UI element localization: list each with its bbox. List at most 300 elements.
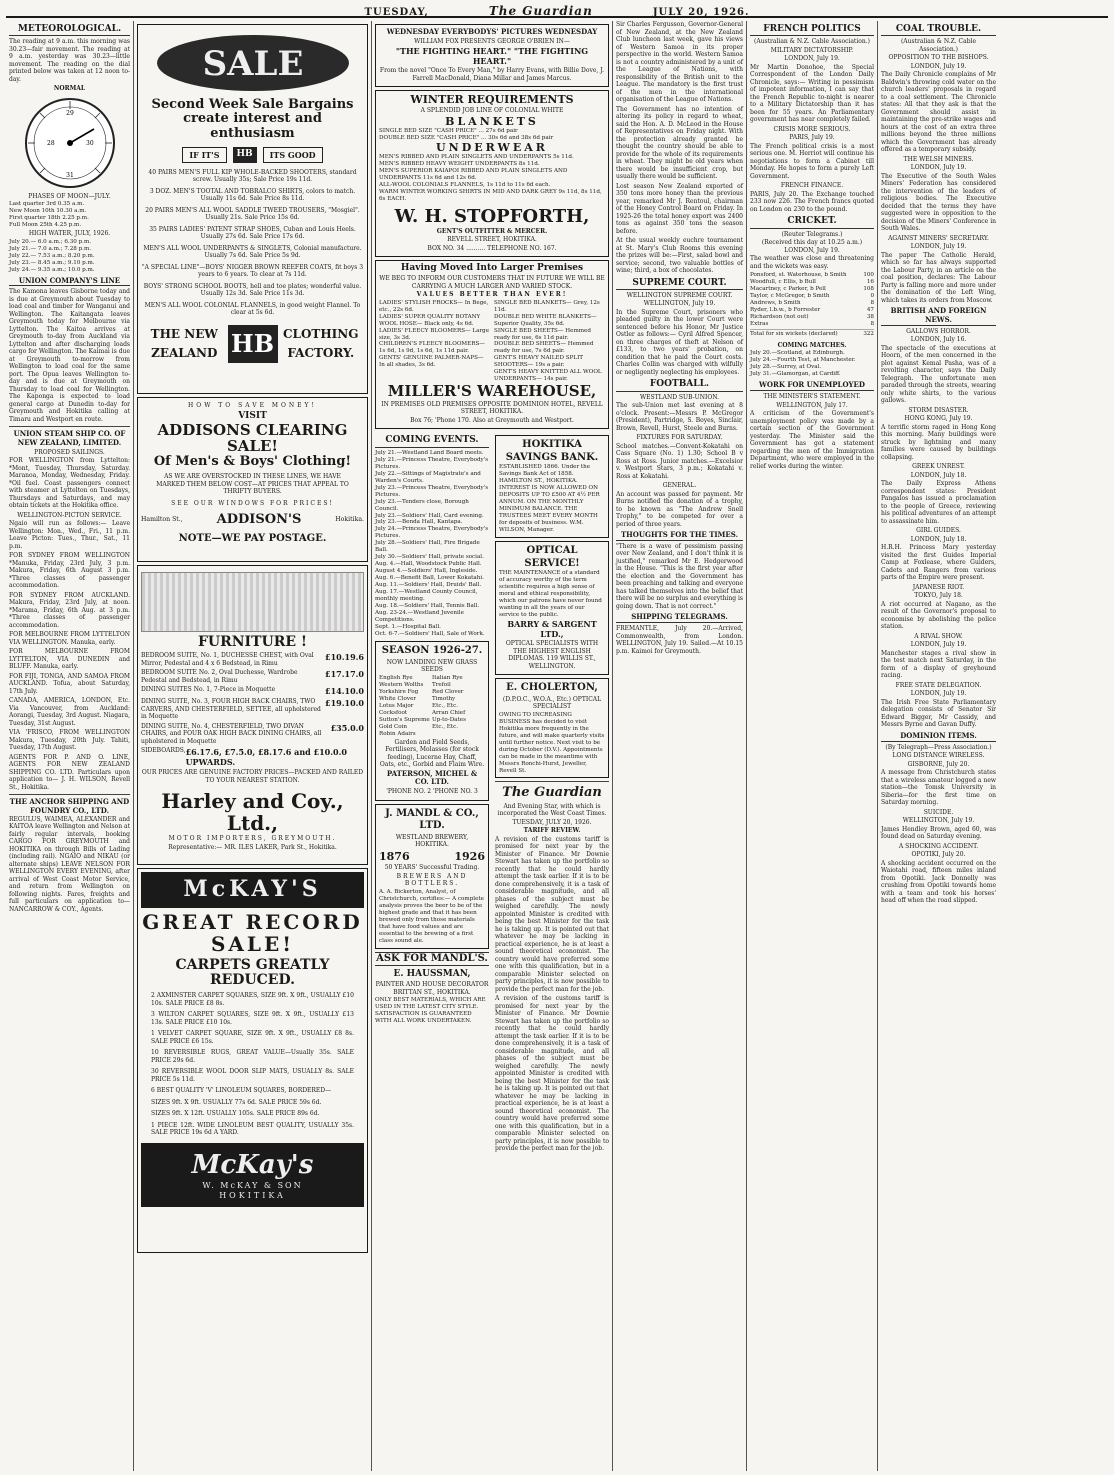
uss-heading: UNION STEAM SHIP CO. OF NEW ZEALAND, LIMITED. <box>13 429 126 448</box>
finance-title: FRENCH FINANCE. <box>780 182 844 190</box>
hb-clothing-banner <box>141 325 364 363</box>
euchre-text: At the usual weekly euchre tournament at St. Mary's Club Rooms this evening the prizes will be:—First, salad bowl and service; second, two valuable bottles of wine; third, a box of chocolates. <box>616 237 743 274</box>
moon-list <box>9 201 130 229</box>
ifits-label: IF IT'S <box>182 147 226 163</box>
season-sub: NOW LANDING NEW GRASS SEEDS <box>386 658 478 674</box>
mandl-to: 1926 <box>454 849 485 863</box>
supreme-place: WELLINGTON, July 19. <box>643 300 716 308</box>
score-batsman: Ryder, l.b.w., b Forrester <box>750 306 821 313</box>
cricket-heading: CRICKET. <box>750 216 874 228</box>
melbourne-text: FOR MELBOURNE FROM LYTTELTON VIA WELLINGTON. Manuka, early. <box>9 631 130 646</box>
addisons-address <box>141 512 364 528</box>
supreme-text: In the Supreme Court, prisoners who pleaded guilty in the lower Court were sentenced before his Honor, Mr Justice Ostler as follows:— Cyril Alfred Spencer, on three charges of theft at Nelson of £133, to two years' probation, on condition that he paid the Court costs. Charles Collin was charged with wilfully or negligently neglecting his employees. <box>616 308 743 376</box>
seeds-grid <box>379 675 485 738</box>
svg-text:28: 28 <box>46 140 55 148</box>
rival-text: Manchester stages a rival show in the test match next Saturday, in the form of a display of greyhound racing. <box>881 649 996 680</box>
stopforth-sub: GENT'S OUTFITTER & MERCER. <box>436 227 548 235</box>
furniture-price: £10.19.6 <box>325 652 364 663</box>
carpet-item: 10 REVERSIBLE RUGS, GREAT VALUE—Usually 35s. SALE PRICE 29s 6d. <box>151 1049 354 1064</box>
finance-text: PARIS, July 20. The Exchange touched 233 now 226. The French francs quoted on London on 230 to the pound. <box>750 190 874 213</box>
moon-phase: Full Moon 25th 4.25 p.m. <box>9 222 82 229</box>
furniture-desc: BEDROOM SUITE No. 2, Oval Duchesse, Wardrobe Pedestal and Bedstead, in Rimu <box>141 669 298 684</box>
furniture-row <box>141 669 364 684</box>
svg-text:30: 30 <box>85 140 94 148</box>
met-heading: METEOROLOGICAL. <box>9 24 130 36</box>
score-row <box>750 272 874 279</box>
column-news <box>613 21 747 1471</box>
mandl-from: 1876 <box>379 849 410 863</box>
sale-item: MEN'S ALL WOOL UNDERPANTS & SINGLETS, Colonial manufacture. Usually 7s 6d. Sale Price 5s 9d. <box>143 244 362 260</box>
millers-text: WE BEG TO INFORM OUR CUSTOMERS THAT IN FUTURE WE WILL BE CARRYING A MUCH LARGER AND VARIED STOCK. <box>379 275 605 290</box>
hb-mini-icon: HB <box>233 147 257 162</box>
storm-place: HONG KONG, July 19. <box>904 415 973 423</box>
french-heading: FRENCH POLITICS <box>750 24 874 36</box>
col3-left <box>375 432 489 1154</box>
picton-heading: WELLINGTON-PICTON SERVICE. <box>17 511 122 519</box>
underwear-item: MEN'S SUPERIOR KAIAPOI RIBBED AND PLAIN SINGLETS AND UNDERPANTS 11s 6d and 12s 6d. <box>379 167 568 181</box>
millers-item: DOUBLE BED WHITE BLANKETS— Superior Quality, 35s 6d. <box>494 313 597 327</box>
dominion-note: (By Telegraph—Press Association.) <box>885 743 992 751</box>
girl-guides-text: H.R.H. Princess Mary yesterday visited the first Guides Imperial Camp at Foxlease, where Guiders, Cadets and Rangers from various parts of the Empire were present. <box>881 544 996 582</box>
score-row <box>750 293 874 300</box>
wireless-place: GISBORNE, July 20. <box>907 760 970 768</box>
shipping-heading: SHIPPING TELEGRAMS. <box>616 613 743 623</box>
winter-title: WINTER REQUIREMENTS <box>410 93 574 107</box>
welsh-title: THE WELSH MINERS. <box>903 155 974 163</box>
sydney-wellington-text: FOR SYDNEY FROM WELLINGTON *Manuka, Friday, 23rd July, 3 p.m. Makura, Friday, 6th August 3 p.m. *Three classes of passenger accommodation. <box>9 552 130 590</box>
suicide-title: SUICIDE. <box>923 808 954 816</box>
stopforth-name: W. H. STOPFORTH, <box>394 205 590 227</box>
sydney-auckland-text: FOR SYDNEY FROM AUCKLAND. Makura, Friday, 23rd July, at noon. *Marama, Friday, 6th Aug. at 3 p.m. *Three classes of passenger accommodation. <box>9 591 130 629</box>
score-batsman: Taylor, c McGregor, b Smith <box>750 292 830 299</box>
guardian-sub: And Evening Star, with which is incorporated the West Coast Times. <box>497 802 607 818</box>
carpet-item: 2 AXMINSTER CARPET SQUARES, SIZE 9ft. X 9ft., USUALLY £10 10s. SALE PRICE £8 8s. <box>151 992 354 1007</box>
blankets-title: BLANKETS <box>445 114 539 128</box>
millers-item: GENTS' GENUINE PALMER-NAPS— In all shades, 3s 6d. <box>379 355 484 369</box>
pictures-ad <box>375 24 609 87</box>
dial-label: NORMAL <box>53 85 86 93</box>
event-item: July 23.—Tenders close, Borough Council. <box>375 498 469 512</box>
column-meteorological <box>6 21 134 1471</box>
potato-item: Robin Adairs <box>379 730 416 737</box>
tariff-text-cont: A revision of the customs tariff is promised for next year by the Minister of Finance. Mr Downie Stewart has taken up the portfolio so recently that he could hardly attempt the task earlier. If it is to be done comprehensively, it is a task of considerable magnitude, and all phases of the subject must be weighed carefully. The newly appointed Minister is credited with being the best Minister for the task he is taking up. It is pointed out that whatever he may be lacking in practical experience, he is at least a sound theoretical economist. The country would have preferred some one with this qualification, but in a comparable Minister selected on party principles, it is now possible to provide the perfect man for the job. <box>495 995 609 1153</box>
event-item: Aug. 11.—Soldiers' Hall, Druids' Ball. <box>375 582 482 589</box>
unemployed-place: WELLINGTON, July 17. <box>776 401 848 409</box>
ask-mandls: ASK FOR MANDL'S. <box>375 952 489 967</box>
blankets-intro: A SPLENDID JOB LINE OF COLONIAL WHITE <box>420 107 564 115</box>
event-item: Sept. 1.—Hospital Ball. <box>375 624 441 631</box>
military-place: LONDON, July 19. <box>784 55 840 63</box>
furniture-price: £19.10.0 <box>325 698 364 709</box>
potato-item: Arran Chief <box>432 709 466 716</box>
cholerton-name: E. CHOLERTON, <box>506 682 598 694</box>
girl-guides-title: GIRL GUIDES. <box>916 527 961 535</box>
thoughts-heading: THOUGHTS FOR THE TIMES. <box>616 531 743 541</box>
mckays-sale: GREAT RECORD SALE! <box>142 909 363 956</box>
met-text: The reading at 9 a.m. this morning was 30.23—fair movement. The reading at 9 a.m. yesterday was 30.23—little movement. The reading on the dial printed below was taken at 12 noon to-day. <box>9 38 130 83</box>
carpets-title: CARPETS GREATLY REDUCED. <box>175 956 330 988</box>
union-text: The Kamona leaves Gisborne today and is due at Greymouth about Tuesday to load coal and timber for Wanganui and Wellington. The Kaitangata leaves Greymouth today for Melbourne via Lyttelton. The Kaitoa arrives at Greymouth to-day from Auckland via Lyttelton and after discharging loads cargo for Wellington. The Kaimai is due at Greymouth to-morrow from Wellington to load coal for the same port. The Opua leaves Wellington to-day and is due at Greymouth on Thursday to load coal for Wellington. The Kaponga is expected to load general cargo at Dunedin to-day for Greymouth and Hokitika calling at Timaru and Westport en route. <box>9 288 130 423</box>
scorecard <box>750 272 874 338</box>
gallows-title: GALLOWS HORROR. <box>906 327 971 335</box>
score-total <box>750 331 874 338</box>
millers-box: Box 76; 'Phone 170. Also at Greymouth and Westport. <box>410 416 574 424</box>
sideboards-row <box>141 747 364 767</box>
furniture-desc: BEDROOM SUITE, No. 1, DUCHESSE CHEST, with Oval Mirror, Pedestal and 4 x 6 Bedstead, in Rimu <box>141 652 314 667</box>
seed-item: Red Clover <box>432 688 464 695</box>
cricket-text: The weather was close and threatening and the wickets was easy. <box>750 255 874 270</box>
addisons-name: ADDISON'S <box>216 512 302 528</box>
event-item: Oct. 6-7.—Soldiers' Hall, Sale of Work. <box>375 631 485 638</box>
millers-item: LADIES' STYLISH FROCKS— In Bege, etc., 22s 6d. <box>379 299 489 313</box>
suicide-text: James Hendley Brown, aged 60, was found dead on Saturday evening. <box>881 825 996 840</box>
pictures-text: From the novel "Once To Every Man," by Harry Evans, with Billie Dove, J. Farrell MacDonald, Diana Millar and James Marcus. <box>379 67 605 82</box>
canada-text: CANADA, AMERICA, LONDON, Etc. Via Vancouver, from Auckland: Aorangi, Tuesday, 3rd August. Niagara, Tuesday, 31st August. <box>9 697 130 727</box>
seed-item: English Rye <box>379 674 413 681</box>
score-runs: 16 <box>866 278 874 285</box>
ifits-banner <box>141 147 364 163</box>
harley-sub: MOTOR IMPORTERS, GREYMOUTH. <box>168 835 337 843</box>
column-coal-foreign <box>878 21 999 1471</box>
water-row: July 22.— 7.53 a.m.; 8.20 p.m. <box>9 252 95 259</box>
addisons-title: ADDISONS CLEARING SALE! <box>157 420 348 456</box>
optical-text: THE MAINTENANCE of a standard of accuracy worthy of the term scientific requires a high sense of moral and ethical responsibility, which our patrons have never found wanting in all the years of our service to the public. <box>499 570 602 619</box>
bishops-text: The Daily Chronicle complains of Mr Baldwin's throwing cold water on the church leaders' proposals in regard to a coal settlement. The Chronicle states: All that they ask is that the Government should assist in maintaining the pre-strike wages and hours at the cost of an extra three millions beyond the three millions which the Government has already offered as a temporary subsidy. <box>881 71 996 154</box>
coal-heading: COAL TROUBLE. <box>881 24 996 36</box>
event-item: Aug. 4.—Hall, Woodstock Public Hall. <box>375 561 482 568</box>
mandl-years-row <box>379 850 485 864</box>
masthead-day: TUESDAY, <box>364 7 429 18</box>
potato-item: Etc., Etc. <box>432 723 459 730</box>
match-item: July 24.—Fourth Test, at Manchester. <box>750 357 856 364</box>
mckays-footer-banner <box>141 1143 364 1208</box>
sale-items <box>141 169 364 317</box>
french-cable-note: (Australian & N.Z. Cable Association.) <box>754 38 870 46</box>
sideboards-prices: £6.17.6, £7.5.0, £8.17.6 and £10.0.0 UPWARDS. <box>185 747 347 768</box>
crisis-text: The French political crisis is a most serious one. M. Herriot will continue his negotiations to form a Cabinet till Monday. He hopes to form a purely Left Government. <box>750 142 874 180</box>
football-text: The sub-Union met last evening at 8 o'clock. Present:—Messrs P. McGregor (President), Partridge, S. Boyes, Sinclair, Brown, Revell, Hurst, Steele and Burns. <box>616 402 743 432</box>
seed-item: Italian Rye <box>432 674 463 681</box>
paterson-text: Garden and Field Seeds, Fertilisers, Molasses (for stock feeding), Lucerne Hay, Chaff, Oats, etc., Gorbid and Flaim Wire. <box>379 738 485 769</box>
addisons-top: HOW TO SAVE MONEY! <box>188 402 317 409</box>
event-item: July 24.—Princess Theatre, Everybody's Pictures. <box>375 526 489 540</box>
guardian-date: TUESDAY, JULY 20, 1926. <box>512 818 592 826</box>
welsh-text: The Executive of the South Wales Miners' Federation has considered the intervention of the leaders of religious bodies. The Executive decided that the terms they have suggested were in opposition to the decision of the Miners' Conference in South Wales. <box>881 172 996 233</box>
sale-item: 20 PAIRS MEN'S ALL WOOL SADDLE TWEED TROUSERS, "Mosgiel". Usually 21s. Sale Price 15s 6d. <box>145 206 360 222</box>
seed-item: Etc., Etc. <box>432 702 459 709</box>
score-row <box>750 300 874 307</box>
mandl-analyst: A. A. Bickerton, Analyst, of Christchurch, certifies:— A complete analysis proves the beer to be of the highest grade and that it has been brewed only from those materials that have food values and are essential to the brewing of a first class sound ale. <box>379 888 484 944</box>
millers-item: GENT'S HEAVY KNITTED ALL WOOL UNDERPANTS— 14s pair. <box>494 369 602 383</box>
moon-heading: PHASES OF MOON—JULY. <box>28 192 111 200</box>
union-heading: UNION COMPANY'S LINE <box>9 277 130 287</box>
event-item: July 28.—Soldiers' Hall, Fire Brigade Ball. <box>375 540 480 554</box>
blanket-item: SINGLE BED SIZE "CASH PRICE" ... 27s 6d pair <box>379 127 518 134</box>
barry-sub: OPTICAL SPECIALISTS WITH THE HIGHEST ENGLISH DIPLOMAS. 119 WILLIS ST., WELLINGTON. <box>505 640 599 670</box>
water-row: July 23.— 8.45 a.m.; 9.10 p.m. <box>9 259 95 266</box>
score-runs: 47 <box>866 306 874 313</box>
sale-item: "A SPECIAL LINE"—BOYS' NIGGER BROWN REEFER COATS, fit boys 3 years to 6 years. To clear at 7s 11d. <box>141 263 364 279</box>
sideboards-label: SIDEBOARDS, <box>141 747 186 755</box>
event-item: July 21.—Princess Theatre, Everybody's Pictures. <box>375 456 489 470</box>
mandl-ad <box>375 804 489 949</box>
sale-item: 40 PAIRS MEN'S FULL KIP WHOLE-BACKED SHOOTERS, standard screw. Usually 35s; Sale Price 19s 11d. <box>148 168 357 184</box>
match-item: July 20.—Scotland, at Edinburgh. <box>750 350 845 357</box>
sale-item: 3 DOZ. MEN'S TOOTAL AND TOBRALCO SHIRTS, colors to match. Usually 11s 6d. Sale Price 8s 11d. <box>149 187 356 203</box>
carpet-item: 6 BEST QUALITY 'V' LINOLEUM SQUARES, BORDERED— <box>151 1087 332 1095</box>
british-foreign-heading: BRITISH AND FOREIGN NEWS. <box>881 307 996 326</box>
anchor-text: REGULUS, WAIMEA, ALEXANDER and KAITOA leave Wellington and Nelson at fairly regular intervals, booking CARGO FOR GREYMOUTH and HOKITIKA on through Bills of Lading (including rail). NGAIO and NIKAU (or alternate ships) LEAVE NELSON FOR WELLINGTON EVERY EVENING, after arrival of West Coast Motor Service, and return from Wellington on following nights. Fares, freights and full particulars on application to— NANCARROW & COY., Agents. <box>9 815 130 913</box>
score-batsman: Andrews, b Smith <box>750 299 801 306</box>
score-row <box>750 314 874 321</box>
sale-ad <box>137 24 368 394</box>
free-state-place: LONDON, July 19. <box>910 690 967 698</box>
paterson-name: PATERSON, MICHEL & CO. LTD. <box>386 768 478 787</box>
pictures-title: "THE FIGHTING HEART." "THE FIGHTING HEART." <box>395 46 589 67</box>
optical-ad <box>495 541 609 675</box>
moon-phase: Last quarter 3rd 0.35 a.m. <box>9 201 85 208</box>
japan-text: A riot occurred at Nagano, as the result of the Governor's proposal to economise by abolishing the police station. <box>881 600 996 631</box>
score-runs: 8 <box>870 320 874 327</box>
masthead-date: JULY 20, 1926. <box>652 7 750 18</box>
score-runs: 0 <box>870 292 874 299</box>
millers-item: SINGLE BED BLANKETS— Grey, 12s 11d. <box>494 299 600 313</box>
haussman-text: ONLY BEST MATERIALS, WHICH ARE USED IN THE LATEST CITY STYLE. SATISFACTION IS GUARANTEED WITH ALL WORK UNDERTAKEN. <box>375 997 486 1025</box>
unemployed-sub: THE MINISTER'S STATEMENT. <box>763 393 861 401</box>
millers-grid <box>379 300 605 384</box>
free-state-text: The Irish Free State Parliamentary delegation consists of Senator Sir Edward Bigger, Mr Cassidy, and Messrs Byrne and Gavan Duffy. <box>881 698 996 729</box>
barometer-dial-icon <box>20 85 120 195</box>
seed-item: Trefoil <box>432 681 451 688</box>
seed-item: Western Wolths <box>379 681 424 688</box>
mandl-name: J. MANDL & CO., LTD. <box>385 807 479 832</box>
score-row <box>750 286 874 293</box>
greek-title: GREEK UNREST. <box>912 463 965 471</box>
stopforth-addr: REVELL STREET, HOKITIKA. <box>447 236 537 244</box>
seed-item: White Clover <box>379 695 417 702</box>
football-heading: FOOTBALL. <box>616 379 743 391</box>
furniture-title: FURNITURE ! <box>197 634 308 650</box>
svg-text:31: 31 <box>65 172 74 180</box>
general-title: GENERAL. <box>662 482 697 489</box>
event-item: July 23.—Princess Theatre, Everybody's Pictures. <box>375 484 489 498</box>
guardian-title: The Guardian <box>502 785 602 801</box>
score-batsman: Extras <box>750 320 769 327</box>
addisons-note: NOTE—WE PAY POSTAGE. <box>178 533 327 545</box>
carpet-item: SIZES 9ft. X 9ft. USUALLY 77s 6d. SALE PRICE 59s 6d. <box>151 1098 322 1106</box>
potato-item: Sutton's Supreme <box>379 716 430 723</box>
water-row: July 21.— 7.0 a.m.; 7.28 p.m. <box>9 245 92 252</box>
sale-title: Second Week Sale Bargains create interest and enthusiasm <box>151 97 354 141</box>
fixtures-title: FIXTURES FOR SATURDAY. <box>636 434 723 441</box>
score-row <box>750 307 874 314</box>
carpet-item: 1 VELVET CARPET SQUARE, SIZE 9ft. X 9ft., USUALLY £8 8s. SALE PRICE £6 15s. <box>151 1030 354 1045</box>
general-text: An account was passed for payment. Mr Burns notified the donation of a trophy, to be known as "The Andrew Snell Trophy," to be competed for over a period of three years. <box>616 490 743 528</box>
underwear-item: WARM WINTER WORKING SHIRTS IN MID AND DARK GREY 9s 11d, 8s 11d, 6s EACH. <box>379 188 602 202</box>
underwear-item: MEN'S RIBBED AND PLAIN SINGLETS AND UNDERPANTS 5s 11d. <box>379 154 574 160</box>
addisons-windows: SEE OUR WINDOWS FOR PRICES! <box>171 499 334 507</box>
carpet-item: SIZES 9ft. X 12ft. USUALLY 105s. SALE PRICE 89s 6d. <box>151 1110 320 1118</box>
free-state-title: FREE STATE DELEGATION. <box>895 681 982 689</box>
unemployed-heading: WORK FOR UNEMPLOYED <box>750 381 874 391</box>
carpet-item: 30 REVERSIBLE WOOL DOOR SLIP MATS, USUALLY 8s. SALE PRICE 5s 11d. <box>151 1068 354 1083</box>
column-french-cricket <box>747 21 878 1471</box>
supreme-sub: WELLINGTON SUPREME COURT. <box>626 291 733 299</box>
coming-matches-title: COMING MATCHES. <box>777 341 847 349</box>
rival-place: LONDON, July 19. <box>910 641 967 649</box>
underwear-item: ALL-WOOL COLONIALS FLANNELS, 1s 11d to 11s 6d each. <box>379 181 551 188</box>
cricket-place: (Received this day at 10.25 a.m.) LONDON, July 19. <box>761 239 863 254</box>
wireless-title: LONG DISTANCE WIRELESS. <box>892 752 985 759</box>
supreme-court-heading: SUPREME COURT. <box>616 278 743 290</box>
pictures-head: WEDNESDAY EVERYBODYS' PICTURES WEDNESDAY <box>386 27 598 36</box>
hb-logo-icon: HB <box>228 325 278 363</box>
harley-title: Harley and Coy., Ltd., <box>161 789 344 836</box>
addisons-street: Hamilton St., <box>141 516 183 524</box>
suicide-place: WELLINGTON, July 19. <box>902 817 975 824</box>
sale-banner-icon <box>153 31 353 95</box>
accident-place: OPOTIKI, July 20. <box>911 851 966 858</box>
carpet-item: 3 WILTON CARPET SQUARES, SIZE 9ft. X 9ft., USUALLY £13 13s. SALE PRICE £10 10s. <box>151 1011 354 1026</box>
mandl-years: 50 YEARS' Successful Trading. <box>384 864 480 872</box>
tariff-text: A revision of the customs tariff is promised for next year by the Minister of Finance. Mr Downie Stewart has taken up the portfolio so recently that he could hardly attempt the task earlier. If it is to be done comprehensively, it is a task of considerable magnitude, and all phases of the subject must be weighed carefully. The newly appointed Minister is credited with being the best Minister for the task he is taking up. It is pointed out that whatever he may be lacking in practical experience, he is at least a sound theoretical economist. The country would have preferred some one with this qualification, but in a comparable Minister selected on party principles, it is now possible to provide the perfect man for the job. <box>495 835 609 993</box>
seed-item: Lotus Major <box>379 702 414 709</box>
coal-cable-note: (Australian & N.Z. Cable Association.) <box>900 38 977 53</box>
hb-left2: ZEALAND <box>151 345 218 360</box>
agents-text: AGENTS FOR P. AND O. LINE, AGENTS FOR NEW ZEALAND SHIPPING CO. LTD. Particulars upon application to— J. H. WILSON, Revell St., Hokitika. <box>9 753 130 791</box>
addisons-visit: VISIT <box>238 410 267 421</box>
event-item: July 23.—Soldiers' Hall, Card evening. <box>375 512 484 519</box>
score-batsman: Ponsford, st. Waterhouse, b Smith <box>750 272 847 278</box>
mckays-script-logo: McKay's <box>191 1149 314 1180</box>
pictures-sub: WILLIAM FOX PRESENTS GEORGE O'BRIEN IN— <box>414 37 570 45</box>
millers-item: GENT'S HEAVY NAILED SPLIT SHOOTERS— 19s a pair. <box>494 355 584 369</box>
fiji-text: FOR FIJI, TONGA, AND SAMOA FROM AUCKLAND. Tofua, about Saturday, 17th July. <box>9 672 130 695</box>
gallows-place: LONDON, July 16. <box>910 336 967 344</box>
potato-item: Up-to-Dates <box>432 716 466 723</box>
frisco-text: VIA 'FRISCO, FROM WELLINGTON Makura, Tuesday, 20th July. Tahiti, Tuesday, 17th August. <box>9 729 130 752</box>
military-title: MILITARY DICTATORSHIP. <box>770 46 854 54</box>
millers-item: DOUBLE BED SHEETS— Hemmed ready for use, 7s 6d pair. <box>494 341 594 355</box>
millers-left <box>379 300 490 384</box>
addisons-text: AS WE ARE OVERSTOCKED IN THESE LINES, WE HAVE MARKED THEM BELOW COST—AT PRICES THAT APPEAL TO THRIFTY BUYERS. <box>156 473 349 496</box>
cholerton-text: OWING TO INCREASING BUSINESS has decided to visit Hokitika more frequently in the future, and will make quarterly visits until further notice. Next visit to be during October (D.V.). Appointments can be made in the meantime with Messrs Ronchi-Hurst, Jeweller, Revell St. <box>499 711 605 774</box>
score-total-runs: 322 <box>863 330 874 337</box>
millers-name: MILLER'S WAREHOUSE, <box>387 382 597 401</box>
event-item: July 21.—Westland Land Board meets. <box>375 449 484 456</box>
sale-item: 35 PAIRS LADIES' PATENT STRAP SHOES, Cuban and Louis Heels. Usually 27s 6d. Sale Price 17s 6d. <box>149 225 356 241</box>
mckays-footer: W. McKAY & SON <box>202 1181 303 1191</box>
japan-place: TOKYO, July 18. <box>914 592 963 600</box>
score-runs: 38 <box>866 313 874 320</box>
underwear-title: UNDERWEAR <box>436 140 548 154</box>
score-runs: 108 <box>863 285 874 292</box>
furniture-price: £17.17.0 <box>325 669 364 680</box>
anchor-heading: THE ANCHOR SHIPPING AND FOUNDRY CO., LTD. <box>9 797 130 816</box>
sale-logo <box>141 31 364 95</box>
rival-title: A RIVAL SHOW. <box>914 632 963 640</box>
optical-title: OPTICAL SERVICE! <box>524 545 580 569</box>
addisons-ad <box>137 397 368 562</box>
mandl-sub: WESTLAND BREWERY, HOKITIKA. <box>395 833 469 849</box>
storm-title: STORM DISASTER. <box>908 406 969 414</box>
masthead <box>6 4 1108 18</box>
tariff-title: TARIFF REVIEW. <box>523 827 581 835</box>
carpets-list <box>141 992 364 1137</box>
secretary-text: The paper The Catholic Herald, which so far has always supported the Labour Party, in an article on the coal position, declares: The Labour Party is falling more and more under the domination of the Left Wing, which takes its orders from Moscow. <box>881 251 996 304</box>
crisis-title: CRISIS MORE SERIOUS. <box>773 125 851 133</box>
storm-text: A terrific storm raged in Hong Kong this morning. Many buildings were struck by lightning and many families were caused by buildings collapsing. <box>881 423 996 461</box>
furniture-price: £35.0.0 <box>330 722 364 733</box>
sale-word: SALE <box>202 44 303 84</box>
cholerton-ad <box>495 678 609 778</box>
seed-item: Cocksfoot <box>379 709 408 716</box>
season-title: SEASON 1926-27. <box>381 645 483 657</box>
furniture-row <box>141 686 364 696</box>
event-item: Aug. 18.—Soldiers' Hall, Tennis Ball. <box>375 603 480 610</box>
score-total-label: Total for six wickets (declared) <box>750 330 838 337</box>
sale-item: MEN'S ALL WOOL COLONIAL FLANNELS, in good weight Flannel. To clear at 5s 6d. <box>144 301 361 317</box>
bishops-place: LONDON, July 19. <box>910 62 967 70</box>
wheat-text: The Government has no intention of altering its policy in regard to wheat, said the Hon. A. D. McLeod in the House of Representatives on Friday night. With the protection already granted he thought the country should be able to provide for the whole of its requirements in wheat. They might be old years when there would be insufficient crop, but usually there would be sufficient. <box>616 105 743 180</box>
coming-events-heading: COMING EVENTS. <box>375 435 489 447</box>
column-advertisements <box>134 21 372 1471</box>
paterson-phone: 'PHONE NO. 2 'PHONE NO. 3 <box>386 788 478 796</box>
shipping-text: FREMANTLE, July 20.—Arrived, Commonwealth, from London. WELLINGTON, July 19. Sailed.—At 10.15 p.m. Kaimoi for Greymouth. <box>616 625 743 655</box>
welsh-place: LONDON, July 19. <box>910 164 967 172</box>
event-item: July 22.—Sittings of Magistrate's and Warden's Courts. <box>375 470 481 484</box>
millers-ad <box>375 260 609 429</box>
water-row: July 24.— 9.35 a.m.; 10.0 p.m. <box>9 266 95 273</box>
col3-right <box>495 432 609 1154</box>
score-batsman: Woodfull, c Ellis, b Bull <box>750 278 816 285</box>
furniture-price: £14.10.0 <box>325 686 364 697</box>
furniture-row <box>141 723 364 746</box>
sale-item: BOYS' STRONG SCHOOL BOOTS, hell and toe plates; wonderful value. Usually 12s 3d. Sale Price 11s 3d. <box>143 282 362 298</box>
mckays-town: HOKITIKA <box>219 1191 286 1201</box>
mandl-foot: BREWERS AND BOTTLERS. <box>396 872 468 888</box>
underwear-item: MEN'S RIBBED HEAVY WEIGHT UNDERPANTS 8s 11d. <box>379 160 540 167</box>
girl-guides-place: LONDON, July 18. <box>910 535 967 543</box>
stopforth-box: BOX NO. 34 .......... TELEPHONE NO. 167. <box>427 244 557 252</box>
furniture-row <box>141 652 364 667</box>
wireless-text: A message from Christchurch states that a wireless amateur logged a new station—the Tomsk University in Siberia—for the first time on Saturday morning. <box>881 769 996 806</box>
blanket-item: DOUBLE BED SIZE "CASH PRICE" ... 30s 6d and 38s 6d pair <box>379 134 554 141</box>
thoughts-text: "There is a wave of pessimism passing over New Zealand, and I don't think it is justified," remarked Mr E. Hedgerwood in the House. "This is the first year after the election and the Government has been preaching and talking and everyone has talked themselves into the belief that there will be no surplus and everything is going down. That is not correct." <box>616 542 743 610</box>
harley-rep: Representative:— MR. ILES LAKER, Park St., Hokitika. <box>168 843 337 851</box>
barry-name: BARRY & SARGENT LTD., <box>507 619 597 640</box>
itsgood-label: ITS GOOD <box>263 147 323 163</box>
carpet-item: 1 PIECE 12ft. WIDE LINOLEUM BEST QUALITY, USUALLY 35s. SALE PRICE 19s 6d A YARD. <box>151 1121 354 1137</box>
score-batsman: Macartney, c Parker, b Pell <box>750 285 826 292</box>
millers-values: VALUES BETTER THAN EVER! <box>416 291 568 299</box>
accident-title: A SHOCKING ACCIDENT. <box>898 842 979 850</box>
gallows-text: The spectacle of the executions at Hoorn, of the men concerned in the plot against Kemal Pasha, was of a revolting character, says the Daily Telegraph. The unfortunate men paraded through the streets, wearing only white shirts, to the various gallows. <box>881 344 996 405</box>
millers-item: CHILDREN'S FLEECY BLOOMERS— 1s 6d, 1s 9d, 1s 6d, 1s 11d pair. <box>379 341 485 355</box>
stopforth-ad <box>375 90 609 257</box>
event-item: July 30.—Soldiers' Hall, private social. <box>375 554 484 561</box>
millers-item: LADIES' FLEECY BLOOMERS— Large size, 3s 3d. <box>379 327 490 341</box>
masthead-paper-name: The Guardian <box>488 4 593 18</box>
greek-place: LONDON, July 18. <box>910 471 967 479</box>
furniture-desc: DINING SUITE, No. 4, CHESTERFIELD, TWO DIVAN CHAIRS, and FOUR OAK HIGH BACK DINING CHAIRS, all upholstered in Moquette <box>141 722 322 745</box>
addisons-town: Hokitika. <box>335 516 364 524</box>
score-row <box>750 321 874 328</box>
event-item: August 4.—Soldiers' Hall, Ingleside. <box>375 568 478 575</box>
furniture-row <box>141 698 364 721</box>
accident-text: A shocking accident occurred on the Waiotahi road, fifteen miles inland from Opotiki. Jack Donnelly was crushing from Opotiki towards home with a team and took his horses' head off when the road slipped. <box>881 859 996 904</box>
furniture-desc: DINING SUITE, No. 3, FOUR HIGH BACK CHAIRS, TWO CARVERS, AND CHESTERFIELD, SETTEE, all upholstered in Moquette <box>141 698 321 721</box>
